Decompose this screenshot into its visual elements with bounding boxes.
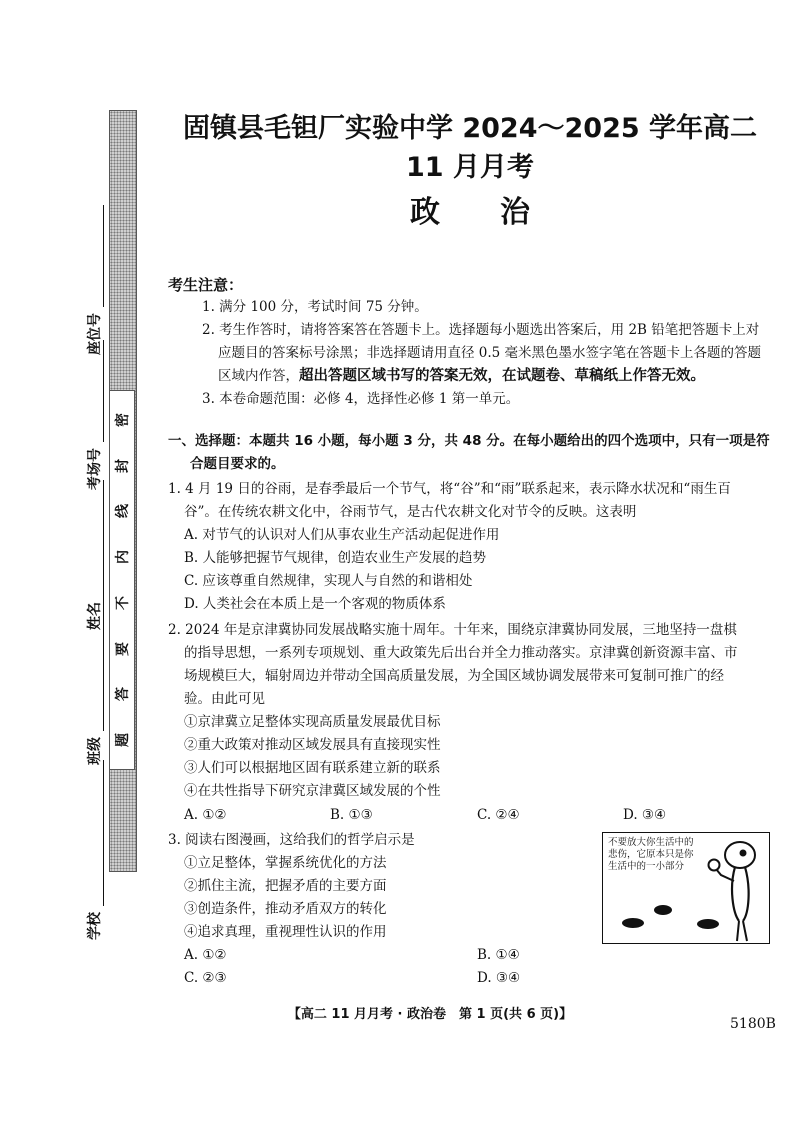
name-line xyxy=(91,480,104,596)
seal-char: 答 xyxy=(115,687,131,702)
q2-statement-4: ④在共性指导下研究京津冀区域发展的个性 xyxy=(184,783,441,799)
comic-caption-line: 生活中的一小部分 xyxy=(608,861,685,872)
seal-char: 题 xyxy=(115,733,131,748)
q2-option-d[interactable]: D. ③④ xyxy=(623,807,667,823)
seal-char: 要 xyxy=(115,641,131,656)
q1-option-b[interactable]: B. 人能够把握节气规律，创造农业生产发展的趋势 xyxy=(184,550,487,566)
q3-statement-2: ②抓住主流，把握矛盾的主要方面 xyxy=(184,878,387,894)
comic-caption-line: 不要放大你生活中的 xyxy=(608,837,694,848)
class-label: 班级 xyxy=(87,737,103,765)
exam-room-line xyxy=(91,340,104,442)
instructions-title: 考生注意： xyxy=(168,276,244,294)
q2-option-a[interactable]: A. ①② xyxy=(184,807,227,823)
q1-stem-line-2: 谷”。在传统农耕文化中，谷雨节气，是古代农耕文化对节令的反映。这表明 xyxy=(184,504,637,520)
instruction-1: 1. 满分 100 分，考试时间 75 分钟。 xyxy=(202,299,428,315)
q3-option-a[interactable]: A. ①② xyxy=(184,947,227,963)
q2-stem-line-3: 场规模巨大，辐射周边并带动全国高质量发展，为全国区域协调发展带来可复制可推广的经 xyxy=(184,668,724,684)
name-label: 姓名 xyxy=(87,602,103,630)
school-line xyxy=(91,760,104,906)
q2-statement-2: ②重大政策对推动区域发展具有直接现实性 xyxy=(184,737,441,753)
seat-label: 座位号 xyxy=(87,313,103,355)
instruction-2-end xyxy=(218,365,705,388)
seal-char: 内 xyxy=(115,550,131,565)
instruction-2: 2. 考生作答时，请将答案答在答题卡上。选择题每小题选出答案后，用 2B 铅笔把答题卡上对 xyxy=(202,322,760,338)
seal-char: 线 xyxy=(115,504,131,519)
q1-option-c[interactable]: C. 应该尊重自然规律，实现人与自然的和谐相处 xyxy=(184,573,473,589)
paper-code: 5180B xyxy=(730,1016,776,1032)
q2-statement-1: ①京津冀立足整体实现高质量发展最优目标 xyxy=(184,714,441,730)
q2-stem-line-1: 2. 2024 年是京津冀协同发展战略实施十周年。十年来，围绕京津冀协同发展，三地坚持一盘棋 xyxy=(168,622,737,638)
q2-stem-line-2: 的指导思想，一系列专项规划、重大政策先后出台并全力推动落实。京津冀创新资源丰富、市 xyxy=(184,645,738,661)
seat-field[interactable] xyxy=(84,205,104,355)
q3-statement-1: ①立足整体，掌握系统优化的方法 xyxy=(184,855,387,871)
seal-char: 封 xyxy=(115,458,131,473)
instruction-2-cont: 应题目的答案标号涂黑；非选择题请用直径 0.5 毫米黑色墨水签字笔在答题卡上各题的答题 xyxy=(218,345,762,361)
q1-option-d[interactable]: D. 人类社会在本质上是一个客观的物质体系 xyxy=(184,596,446,612)
q3-option-d[interactable]: D. ③④ xyxy=(477,970,521,986)
exam-room-label: 考场号 xyxy=(87,448,103,490)
q2-option-c[interactable]: C. ②④ xyxy=(477,807,520,823)
instruction-2-end-normal: 区域内作答， xyxy=(218,368,299,384)
q3-option-b[interactable]: B. ①④ xyxy=(477,947,520,963)
q3-statement-4: ④追求真理，重视理性认识的作用 xyxy=(184,924,387,940)
q3-stem: 3. 阅读右图漫画，这给我们的哲学启示是 xyxy=(168,832,415,848)
seal-line-notice xyxy=(109,390,135,770)
q3-statement-3: ③创造条件，推动矛盾双方的转化 xyxy=(184,901,387,917)
school-label: 学校 xyxy=(87,912,103,940)
instruction-3: 3. 本卷命题范围：必修 4，选择性必修 1 第一单元。 xyxy=(202,391,520,407)
q3-comic xyxy=(602,832,770,944)
section-heading: 一、选择题：本题共 16 小题，每小题 3 分，共 48 分。在每小题给出的四个选项中，只有一项是符 xyxy=(168,433,770,449)
subject-title: 政治 xyxy=(410,195,590,230)
exam-title: 固镇县毛钽厂实验中学 2024～2025 学年高二 11 月月考 xyxy=(182,113,758,183)
comic-drawing xyxy=(603,833,769,943)
q2-option-b[interactable]: B. ①③ xyxy=(330,807,373,823)
q1-option-a[interactable]: A. 对节气的认识对人们从事农业生产活动起促进作用 xyxy=(184,527,500,543)
page-footer: 【高二 11 月月考 · 政治卷 第 1 页(共 6 页)】 xyxy=(287,1007,573,1022)
q2-statement-3: ③人们可以根据地区固有联系建立新的联系 xyxy=(184,760,441,776)
q1-stem-line-1: 1. 4 月 19 日的谷雨，是春季最后一个节气，将“谷”和“雨”联系起来，表示降水状况和“雨生百 xyxy=(168,481,731,497)
comic-caption-line: 悲伤，它原本只是你 xyxy=(608,849,694,860)
instruction-2-end-bold: 超出答题区域书写的答案无效，在试题卷、草稿纸上作答无效。 xyxy=(299,368,705,384)
section-heading-cont: 合题目要求的。 xyxy=(190,456,285,472)
seat-line xyxy=(91,205,104,307)
seal-char: 密 xyxy=(115,412,131,427)
exam-room-field[interactable] xyxy=(84,340,104,490)
name-field[interactable] xyxy=(84,480,104,630)
q2-stem-line-4: 验。由此可见 xyxy=(184,691,265,707)
school-field[interactable] xyxy=(84,760,104,940)
q3-option-c[interactable]: C. ②③ xyxy=(184,970,227,986)
seal-char: 不 xyxy=(115,595,131,610)
